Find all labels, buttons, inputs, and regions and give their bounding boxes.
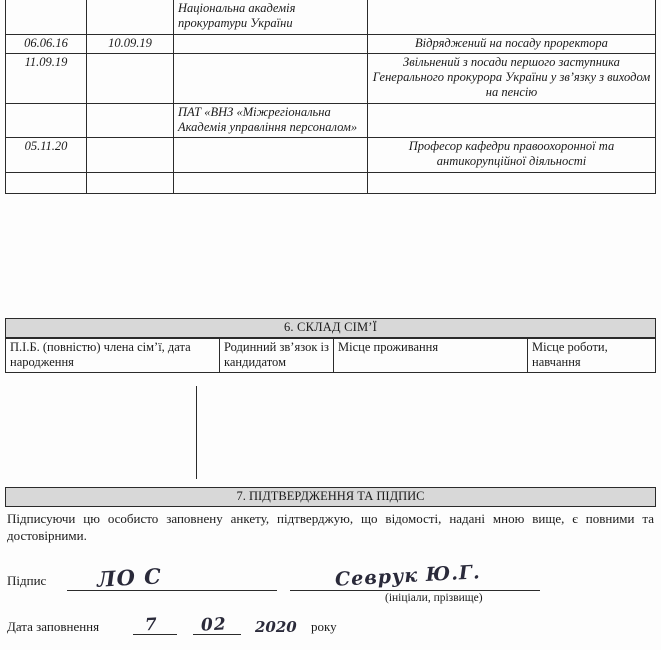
section-6-clip [5,318,656,386]
column-header-residence: Місце проживання [334,339,528,373]
work-history-table [5,0,656,194]
table-header-row [6,339,656,373]
handwritten-date-day: 7 [144,614,159,636]
cell-position [368,172,656,193]
cell-position: Звільнений з посади першого заступника Генерального прокурора України у зв’язку з виходом на пенсію [368,53,656,103]
handwritten-date-year: 2020 [255,617,297,636]
signature-underline-right [290,590,540,591]
cell-date-to [87,0,174,34]
handwritten-signature-name: Севрук Ю.Г. [334,560,482,591]
handwritten-date-month: 02 [200,614,228,636]
family-table-body [6,339,656,373]
cell-organization [174,172,368,193]
work-history-body [6,0,656,193]
cell-date-from: 05.11.20 [6,138,87,173]
cell-organization: ПАТ «ВНЗ «Міжрегіональна Академія управління персоналом» [174,103,368,138]
column-header-relation: Родинний зв’язок із кандидатом [220,339,334,373]
cell-date-from [6,0,87,34]
cell-date-from [6,103,87,138]
handwritten-signature: ЛО С [96,563,163,592]
section-7 [5,487,656,643]
cell-organization [174,53,368,103]
signature-hint: (ініціали, прізвище) [385,591,483,604]
confirmation-statement: Підписуючи цю особисто заповнену анкету, підтверджую, що відомості, надані мною вище, є повними та достовірними. [7,511,654,543]
date-label: Дата заповнення [7,618,100,634]
column-header-workplace: Місце роботи, навчання [528,339,656,373]
date-suffix: року [311,618,337,634]
table-row [6,103,656,138]
cell-position: Професор кафедри правоохоронної та антикорупційної діяльності [368,138,656,173]
table-row [6,0,656,34]
cell-date-to [87,172,174,193]
table-column-divider [196,386,197,479]
family-table [5,338,656,373]
column-header-fullname: П.І.Б. (повністю) члена сім’ї, дата народження [6,339,220,373]
cell-date-from: 06.06.16 [6,34,87,53]
cell-date-from: 11.09.19 [6,53,87,103]
cell-organization [174,34,368,53]
table-row [6,34,656,53]
cell-position [368,0,656,34]
section-6-title: 6. СКЛАД СІМ’Ї [5,318,656,338]
cell-position [368,103,656,138]
table-row [6,138,656,173]
date-row [5,613,656,643]
cell-organization [174,138,368,173]
section-6 [5,318,656,373]
table-row [6,172,656,193]
cell-date-to [87,138,174,173]
signature-row [5,560,656,605]
cell-date-from [6,172,87,193]
table-row [6,53,656,103]
cell-date-to: 10.09.19 [87,34,174,53]
cell-organization: Національна академія прокуратури України [174,0,368,34]
cell-date-to [87,103,174,138]
cell-position: Відряджений на посаду проректора [368,34,656,53]
section-7-title: 7. ПІДТВЕРДЖЕННЯ ТА ПІДПИС [5,487,656,507]
cell-date-to [87,53,174,103]
signature-label: Підпис [7,572,47,588]
